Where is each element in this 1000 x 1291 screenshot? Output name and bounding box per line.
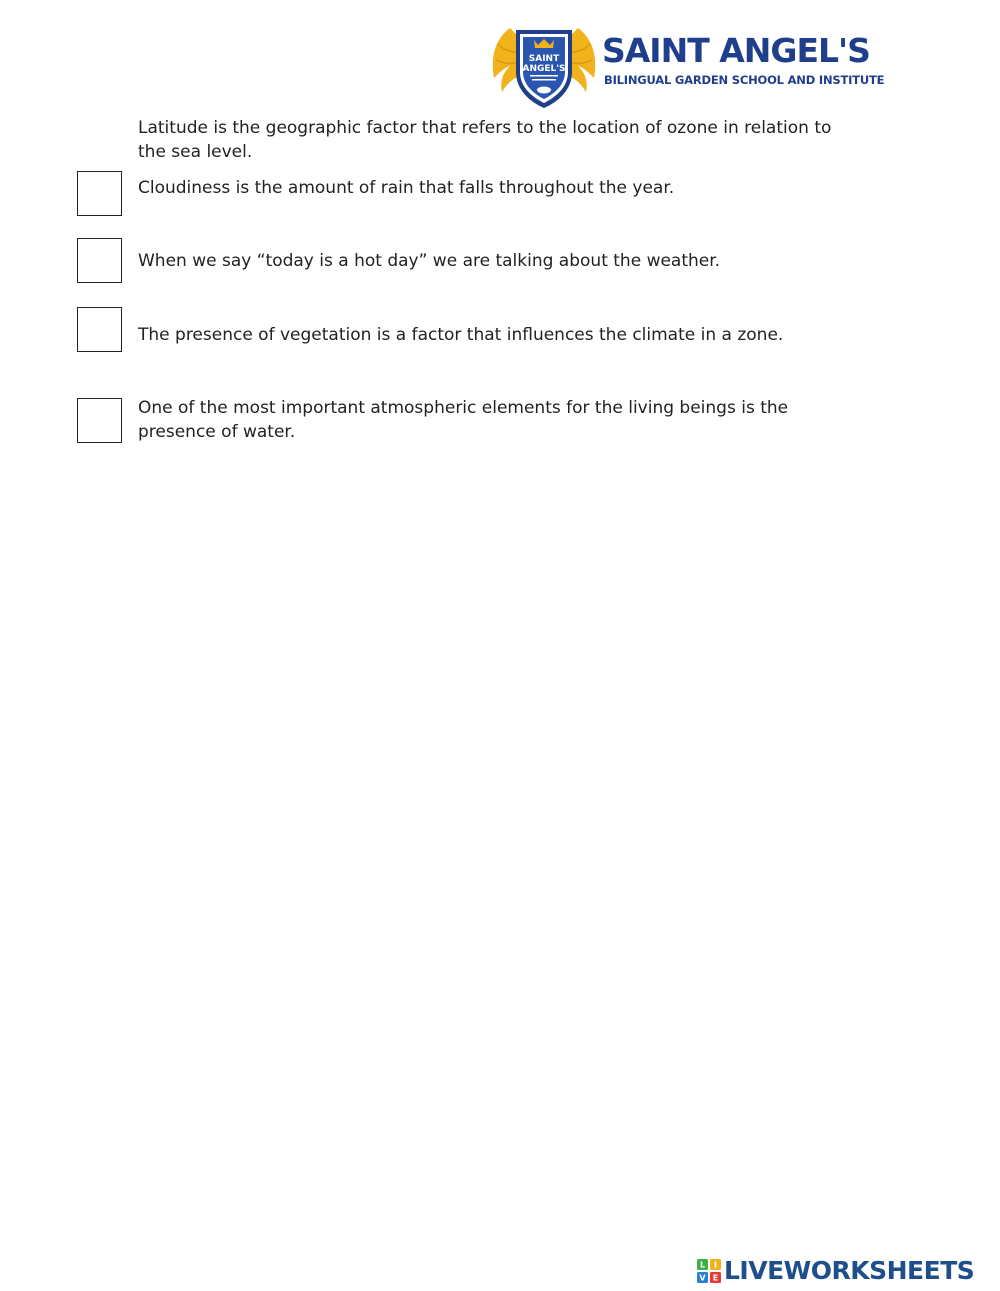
answer-box-2[interactable] (77, 171, 122, 216)
answer-box-4[interactable] (77, 307, 122, 352)
answer-box-5[interactable] (77, 398, 122, 443)
school-crest-icon (488, 20, 600, 110)
statement-3-text: When we say “today is a hot day” we are talking about the weather. (138, 251, 721, 271)
answer-box-3[interactable] (77, 238, 122, 283)
live-letter-l: L (699, 1260, 706, 1270)
statement-1-text: Latitude is the geographic factor that refers to the location of ozone in relation to the sea level. (138, 118, 832, 162)
live-letter-e: E (712, 1273, 719, 1283)
crest-text-2: ANGEL'S (522, 64, 566, 74)
live-letter-v: V (699, 1273, 706, 1283)
school-subtitle: BILINGUAL GARDEN SCHOOL AND INSTITUTE (604, 73, 885, 87)
liveworksheets-logo (697, 1256, 997, 1286)
crest-text-1: SAINT (528, 54, 560, 64)
statement-5-text: One of the most important atmospheric elements for the living beings is the presence of water. (138, 398, 789, 442)
live-blocks-icon (697, 1259, 721, 1283)
school-logo (488, 20, 885, 112)
statement-4-text: The presence of vegetation is a factor that influences the climate in a zone. (138, 325, 784, 345)
statement-2-text: Cloudiness is the amount of rain that falls throughout the year. (138, 178, 675, 198)
live-letter-i: I (714, 1260, 717, 1270)
school-name: SAINT ANGEL'S (602, 31, 870, 70)
liveworksheets-text: LIVEWORKSHEETS (724, 1256, 975, 1285)
